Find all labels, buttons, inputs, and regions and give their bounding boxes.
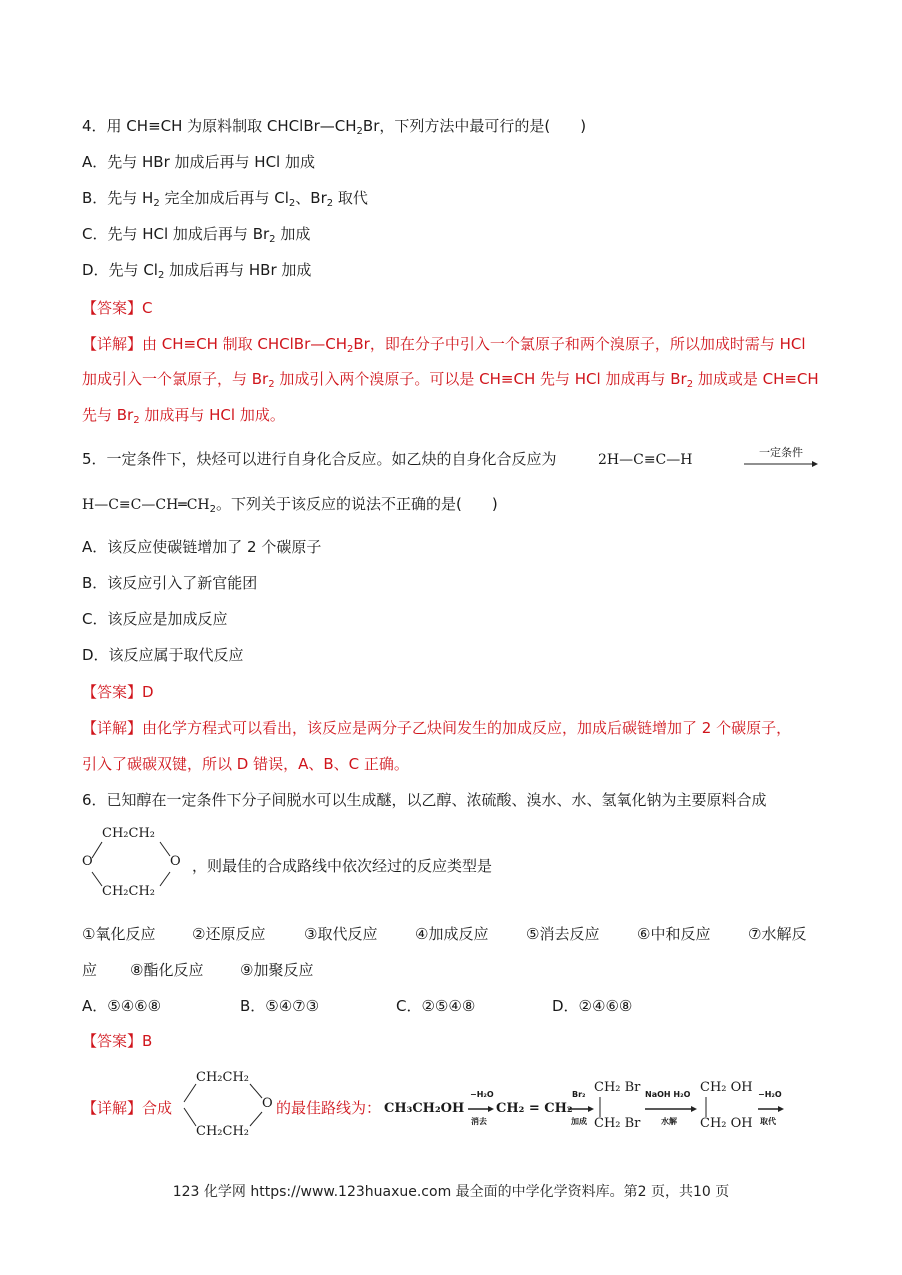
q4-option-c: C．先与 HCl 加成后再与 $Br_2$ 加成 [82,225,311,245]
q4-option-d: D．先与 $Cl_2$ 加成后再与 HBr 加成 [82,261,312,281]
arrow-icon [645,1105,697,1113]
ring-bottom-label: CH₂CH₂ [196,1124,249,1139]
q6-choice-c: C．②⑤④⑧ [396,997,476,1015]
q4-stem: 4．用 CH≡CH 为原料制取 $CHClBr—CH_2Br$，下列方法中最可行的是( ) [82,117,587,137]
arrow-icon [468,1105,494,1113]
route-s3-top: CH₂ Br [594,1080,641,1095]
q6-type-6: ⑥中和反应 [637,925,711,943]
q4-option-b: B．先与 $H_2$ 完全加成后再与 $Cl_2$、$Br_2$ 取代 [82,189,368,209]
route-dibromoethane [594,1080,644,1136]
ring-bonds [182,1068,280,1142]
q6-type-4: ④加成反应 [415,925,489,943]
q6-choice-d: D．②④⑥⑧ [552,997,633,1015]
ring-bottom-label: CH₂CH₂ [102,884,155,899]
q6-type-1: ①氧化反应 [82,925,156,943]
q6-answer: 【答案】B [82,1032,153,1050]
route-arrow-1-bottom: 消去 [471,1117,487,1126]
q6-detail-suffix: 的最佳路线为： [276,1099,382,1117]
route-arrow-3-bottom: 水解 [661,1117,677,1126]
q6-stem-line2: ，则最佳的合成路线中依次经过的反应类型是 [192,857,493,875]
ring-top-label: CH₂CH₂ [102,826,155,841]
route-arrow-2-bottom: 加成 [571,1117,587,1126]
q6-type-9: ⑨加聚反应 [240,961,314,979]
q5-option-a: A．该反应使碳链增加了 2 个碳原子 [82,538,322,556]
q4-detail-line2: 加成引入一个氯原子，与 $Br_2$ 加成引入两个溴原子。可以是 CH≡CH 先与 HCl 加成再与 $Br_2$ 加成或是 CH≡CH [82,370,819,390]
page-footer: 123 化学网 https://www.123huaxue.com 最全面的中学化学资料库。第2 页，共10 页 [172,1184,730,1200]
q4-option-a: A．先与 HBr 加成后再与 HCl 加成 [82,153,315,171]
ring-o-right: O [262,1096,273,1111]
route-arrow-4-bottom: 取代 [760,1117,776,1126]
q4-detail-line3: 先与 $Br_2$ 加成再与 HCl 加成。 [82,406,285,426]
ring-bonds [80,826,190,902]
q4-detail-line1: 【详解】由 CH≡CH 制取 $CHClBr—CH_2Br$，即在分子中引入一个氯原子和两个溴原子，所以加成时需与 HCl [82,335,806,355]
q5-reaction-arrow [744,444,818,468]
q6-choice-a: A．⑤④⑥⑧ [82,997,162,1015]
arrow-icon [744,460,818,468]
route-arrow-2-top: Br₂ [572,1090,586,1099]
q5-answer: 【答案】D [82,683,154,701]
q5-detail-line1: 【详解】由化学方程式可以看出，该反应是两分子乙炔间发生的加成反应，加成后碳链增加了 2 个碳原子， [82,719,792,737]
route-arrow-3-top: NaOH H₂O [645,1090,691,1099]
q6-type-7-cont: 应 [82,961,98,979]
q5-stem-line2: $H—C\equiv C—CH═CH_2$。下列关于该反应的说法不正确的是( ) [82,495,498,515]
q6-type-7: ⑦水解反 [748,925,807,943]
route-ethylene: CH₂ = CH₂ [496,1101,573,1116]
bond-line [599,1097,603,1117]
bond-line [705,1097,709,1117]
q5-stem-line1: 5．一定条件下，炔烃可以进行自身化合反应。如乙炔的自身化合反应为 [82,450,557,468]
q6-type-3: ③取代反应 [304,925,378,943]
q5-reactant: 2H—C≡C—H [598,452,693,468]
q5-option-b: B．该反应引入了新官能团 [82,574,258,592]
ring-o-right: O [170,854,181,869]
ring-o-left: O [82,854,93,869]
q4-answer: 【答案】C [82,299,153,317]
route-ethylene-glycol [700,1080,756,1136]
route-s4-bottom: CH₂ OH [700,1116,753,1131]
q6-type-2: ②还原反应 [192,925,266,943]
route-arrow-4-top: −H₂O [758,1090,782,1099]
q5-detail-line2: 引入了碳碳双键，所以 D 错误，A、B、C 正确。 [82,755,409,773]
q6-detail-dioxane [182,1068,280,1142]
q6-dioxane-structure [80,826,190,902]
q6-stem-line1: 6．已知醇在一定条件下分子间脱水可以生成醚，以乙醇、浓硫酸、溴水、水、氢氧化钠为主要原料合成 [82,791,767,809]
q5-option-d: D．该反应属于取代反应 [82,646,244,664]
route-ethanol: CH₃CH₂OH [384,1101,465,1116]
q6-type-5: ⑤消去反应 [526,925,600,943]
arrow-icon [568,1105,594,1113]
q6-detail-prefix: 【详解】合成 [82,1099,173,1117]
route-arrow-1-top: −H₂O [470,1090,494,1099]
ring-top-label: CH₂CH₂ [196,1070,249,1085]
q5-condition: 一定条件 [759,446,803,459]
q6-choice-b: B．⑤④⑦③ [240,997,320,1015]
route-s4-top: CH₂ OH [700,1080,753,1095]
arrow-icon [758,1105,784,1113]
q6-type-8: ⑧酯化反应 [130,961,204,979]
q5-option-c: C．该反应是加成反应 [82,610,228,628]
route-s3-bottom: CH₂ Br [594,1116,641,1131]
